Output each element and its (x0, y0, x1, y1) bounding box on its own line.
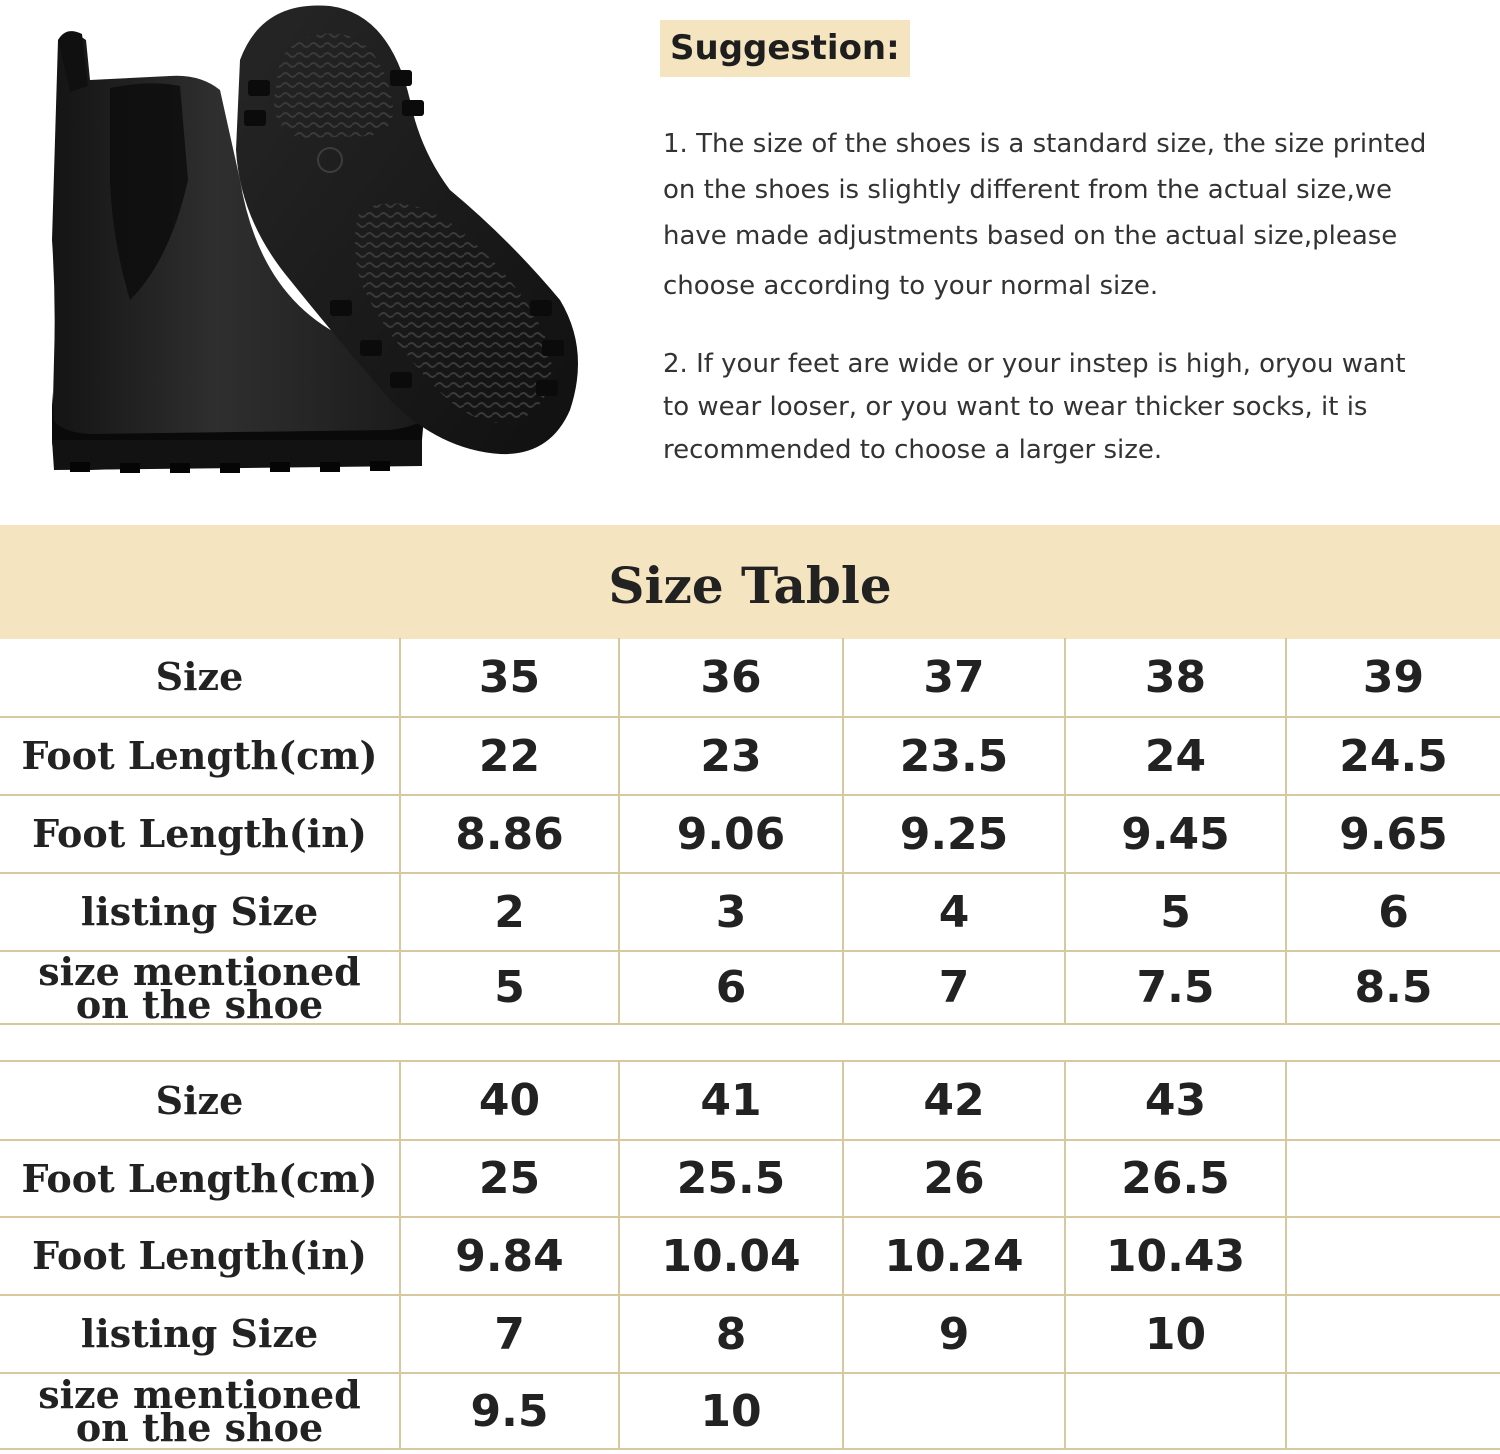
table-row (0, 1140, 1500, 1217)
table-row (0, 638, 1500, 717)
row-label-foot-length-cm: Foot Length(cm) (0, 717, 400, 795)
row-label-listing-size: listing Size (0, 873, 400, 951)
table-cell: 4 (843, 873, 1065, 951)
suggestion-line: recommended to choose a larger size. (663, 435, 1163, 465)
row-label-foot-length-cm: Foot Length(cm) (0, 1140, 400, 1217)
table-cell: 9.65 (1286, 795, 1500, 873)
suggestion-heading: Suggestion: (660, 20, 910, 77)
table-cell: 9.5 (400, 1373, 619, 1449)
row-label-line: size mentioned (38, 1373, 361, 1417)
table-row (0, 1217, 1500, 1295)
table-row (0, 1373, 1500, 1449)
row-label-size-mentioned (0, 951, 400, 1024)
table-cell: 25 (400, 1140, 619, 1217)
size-table-block-2 (0, 1062, 1500, 1450)
table-cell (1286, 1062, 1500, 1140)
table-cell: 10.04 (619, 1217, 843, 1295)
table-cell: 8.86 (400, 795, 619, 873)
table-row (0, 951, 1500, 1024)
row-label-size-mentioned (0, 1373, 400, 1449)
table-cell (843, 1373, 1065, 1449)
table-cell: 37 (843, 638, 1065, 717)
table-cell: 10 (1065, 1295, 1286, 1373)
table-cell: 39 (1286, 638, 1500, 717)
table-row (0, 873, 1500, 951)
table-cell: 5 (400, 951, 619, 1024)
size-table-block-1 (0, 638, 1500, 1025)
table-gap (0, 1024, 1500, 1062)
suggestion-line: 1. The size of the shoes is a standard size, the size printed (663, 129, 1427, 159)
table-cell: 23 (619, 717, 843, 795)
table-row (0, 717, 1500, 795)
size-table-title: Size Table (608, 556, 892, 615)
table-cell (1286, 1140, 1500, 1217)
table-cell: 10.24 (843, 1217, 1065, 1295)
suggestion-line: choose according to your normal size. (663, 271, 1159, 301)
suggestion-line: to wear looser, or you want to wear thicker socks, it is (663, 392, 1368, 422)
table-cell: 9.84 (400, 1217, 619, 1295)
table-cell: 7 (400, 1295, 619, 1373)
table-cell: 7.5 (1065, 951, 1286, 1024)
table-cell (1286, 1295, 1500, 1373)
suggestion-paragraph-1 (663, 121, 1483, 309)
row-label-foot-length-in: Foot Length(in) (0, 795, 400, 873)
table-cell: 8.5 (1286, 951, 1500, 1024)
table-cell: 3 (619, 873, 843, 951)
table-cell: 41 (619, 1062, 843, 1140)
table-cell: 7 (843, 951, 1065, 1024)
table-cell: 8 (619, 1295, 843, 1373)
table-cell: 26 (843, 1140, 1065, 1217)
table-cell: 23.5 (843, 717, 1065, 795)
table-cell: 22 (400, 717, 619, 795)
row-label-foot-length-in: Foot Length(in) (0, 1217, 400, 1295)
table-cell: 2 (400, 873, 619, 951)
table-cell: 9 (843, 1295, 1065, 1373)
suggestion-line: on the shoes is slightly different from the actual size,we (663, 175, 1393, 205)
boots-product-image (30, 0, 590, 500)
table-row (0, 795, 1500, 873)
suggestion-line: 2. If your feet are wide or your instep is high, oryou want (663, 349, 1406, 379)
suggestion-paragraph-2 (663, 343, 1483, 472)
row-label-listing-size: listing Size (0, 1295, 400, 1373)
table-cell: 42 (843, 1062, 1065, 1140)
table-cell: 6 (619, 951, 843, 1024)
table-cell: 9.25 (843, 795, 1065, 873)
table-cell: 24.5 (1286, 717, 1500, 795)
table-cell (1065, 1373, 1286, 1449)
table-row (0, 1062, 1500, 1140)
table-row (0, 1295, 1500, 1373)
table-cell: 36 (619, 638, 843, 717)
row-label-size: Size (0, 638, 400, 717)
row-label-line: size mentioned (38, 951, 361, 994)
table-cell: 25.5 (619, 1140, 843, 1217)
table-cell: 38 (1065, 638, 1286, 717)
row-label-size: Size (0, 1062, 400, 1140)
row-label-line: on the shoe (75, 981, 324, 1024)
table-cell (1286, 1373, 1500, 1449)
table-cell: 40 (400, 1062, 619, 1140)
table-cell: 9.45 (1065, 795, 1286, 873)
table-cell: 24 (1065, 717, 1286, 795)
suggestion-line: have made adjustments based on the actual size,please (663, 221, 1398, 251)
table-cell: 9.06 (619, 795, 843, 873)
table-cell: 26.5 (1065, 1140, 1286, 1217)
table-cell: 10.43 (1065, 1217, 1286, 1295)
table-cell: 10 (619, 1373, 843, 1449)
table-cell (1286, 1217, 1500, 1295)
table-cell: 6 (1286, 873, 1500, 951)
table-cell: 35 (400, 638, 619, 717)
table-cell: 43 (1065, 1062, 1286, 1140)
row-label-line: on the shoe (75, 1405, 324, 1449)
table-cell: 5 (1065, 873, 1286, 951)
